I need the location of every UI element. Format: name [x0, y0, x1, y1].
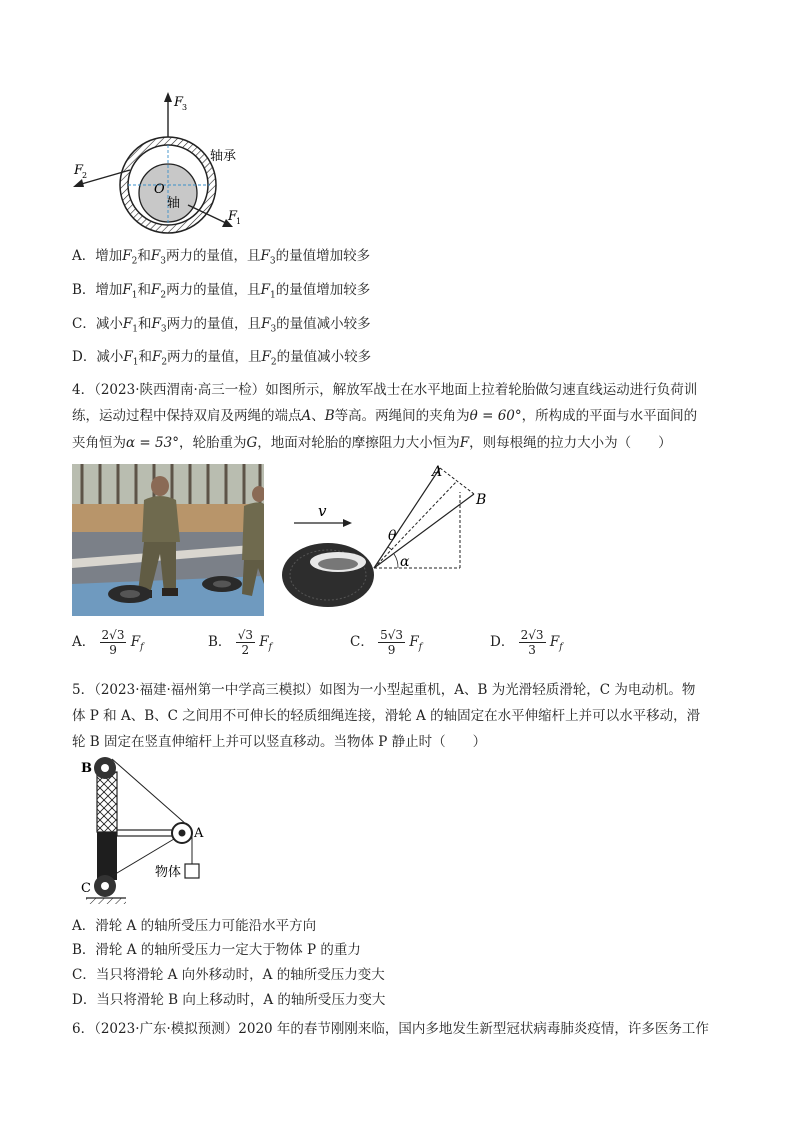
point-b-label: B [476, 492, 487, 508]
svg-text:1: 1 [236, 217, 242, 226]
svg-text:3: 3 [182, 103, 188, 112]
object-p [185, 864, 199, 878]
crane-figure [72, 752, 222, 912]
theta-label: θ [388, 528, 397, 544]
q6-line-1: 6．（2023·广东·模拟预测）2020 年的春节刚刚来临，国内多地发生新型冠状病毒肺炎疫情，许多医务工作 [72, 1021, 709, 1037]
axle-label: 轴 [167, 196, 181, 211]
q5-option-b[interactable]: B．滑轮 A 的轴所受压力一定大于物体 P 的重力 [72, 942, 361, 958]
q3-option-b[interactable]: B．增加$F_1$和$F_2$两力的量值，且$F_1$的量值增加较多 [72, 282, 371, 301]
q4-line-1: 4．（2023·陕西渭南·高三一检）如图所示，解放军战士在水平地面上拉着轮胎做匀速直线运动进行负荷训 [72, 382, 698, 398]
bearing-figure [70, 90, 270, 240]
q5-line-3: 轮 B 固定在竖直伸缩杆上并可以竖直移动。当物体 P 静止时（ ） [72, 734, 487, 750]
q4-line-2: 练，运动过程中保持双肩及两绳的端点A、B等高。两绳间的夹角为θ = 60°，所构成的平面与水平面间的 [72, 408, 698, 424]
b-label: B [81, 761, 92, 776]
q4-option-b[interactable]: B． $\frac{√3}{2}$ $F_f$ [208, 628, 273, 657]
q5-line-2: 体 P 和 A、B、C 之间用不可伸长的轻质细绳连接，滑轮 A 的轴固定在水平伸缩杆上并可以水平移动，滑 [72, 708, 701, 724]
q4-option-a[interactable]: A． $\frac{2√3}{9}$ $F_f$ [72, 628, 144, 657]
q5-option-a[interactable]: A．滑轮 A 的轴所受压力可能沿水平方向 [72, 918, 317, 934]
svg-text:2: 2 [82, 171, 88, 180]
a-label: A [194, 826, 204, 841]
f2-label: F [74, 163, 84, 178]
object-label: 物体 [155, 865, 182, 880]
q4-option-c[interactable]: C． $\frac{5√3}{9}$ $F_f$ [350, 628, 423, 657]
bearing-label: 轴承 [210, 149, 237, 164]
tire-drawing [282, 543, 374, 607]
q5-option-d[interactable]: D．当只将滑轮 B 向上移动时，A 的轴所受压力变大 [72, 992, 386, 1008]
f1-label: F [228, 209, 238, 224]
tire-rope-figure [280, 462, 500, 620]
rope-a [374, 468, 440, 568]
point-a-label: A [432, 464, 443, 480]
q3-option-c[interactable]: C．减小$F_1$和$F_3$两力的量值，且$F_3$的量值减小较多 [72, 316, 371, 335]
q3-option-d[interactable]: D．减小$F_1$和$F_2$两力的量值，且$F_2$的量值减小较多 [72, 349, 372, 368]
q5-line-1: 5．（2023·福建·福州第一中学高三模拟）如图为一小型起重机，A、B 为光滑轻质滑轮，C 为电动机。物 [72, 682, 696, 698]
o-label: O [154, 182, 165, 197]
v-label: v [318, 502, 327, 520]
alpha-label: α [400, 554, 410, 570]
c-label: C [81, 881, 91, 896]
q4-line-3: 夹角恒为α = 53°，轮胎重为G，地面对轮胎的摩擦阻力大小恒为F，则每根绳的拉力大小为（ ） [72, 435, 672, 451]
q4-option-d[interactable]: D． $\frac{2√3}{3}$ $F_f$ [490, 628, 563, 657]
f3-label: F [174, 95, 184, 110]
soldiers-photo [72, 464, 264, 616]
q3-option-a[interactable]: A．增加$F_2$和$F_3$两力的量值，且$F_3$的量值增加较多 [72, 248, 371, 267]
q5-option-c[interactable]: C．当只将滑轮 A 向外移动时，A 的轴所受压力变大 [72, 967, 385, 983]
